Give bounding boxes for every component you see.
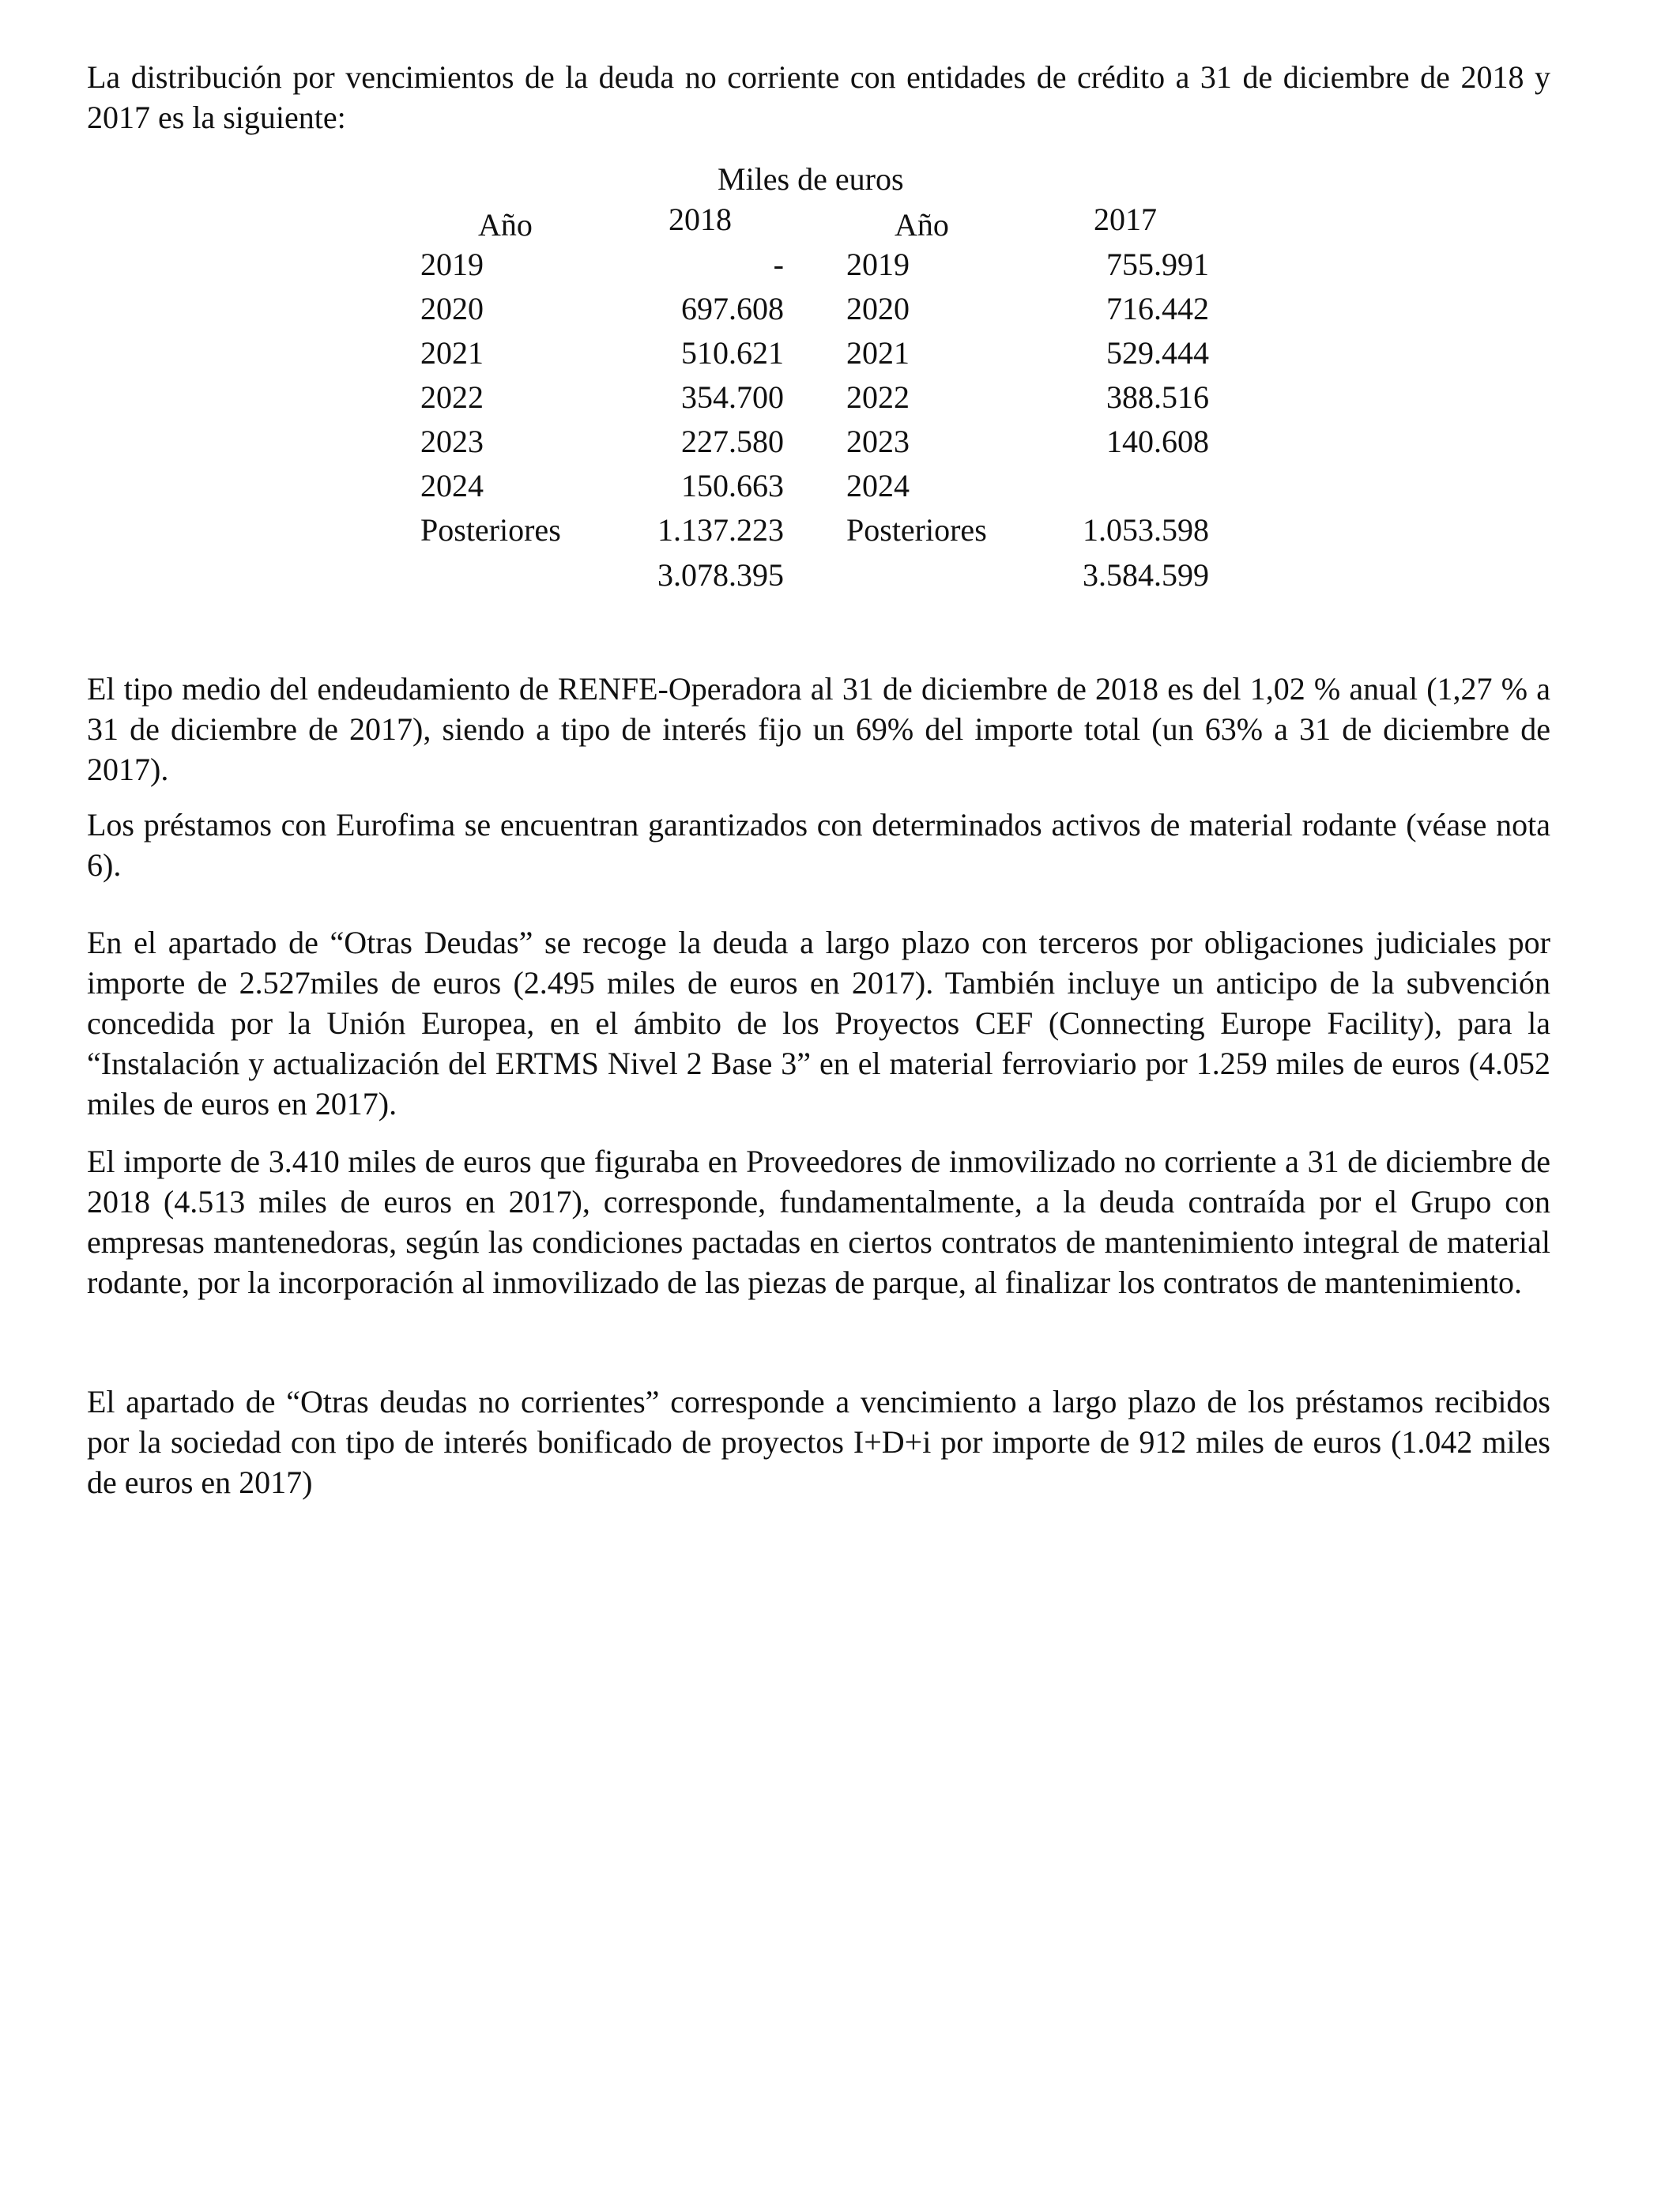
table-cell-value-2017: 755.991 bbox=[1106, 247, 1209, 282]
table-cell-value-2018: 510.621 bbox=[681, 335, 784, 371]
table-header-2018: 2018 bbox=[669, 202, 732, 237]
table-cell-value-2018: 227.580 bbox=[681, 424, 784, 459]
table-cell-value-2017: 529.444 bbox=[1106, 335, 1209, 371]
table-cell-year-2018: 2024 bbox=[420, 468, 484, 503]
table-cell-value-2018: 697.608 bbox=[681, 291, 784, 326]
table-cell-year-2018: 2023 bbox=[420, 424, 484, 459]
table-header-year-right: Año bbox=[895, 207, 949, 243]
table-cell-year-2017: 2023 bbox=[846, 424, 910, 459]
table-cell-year-2018: 2021 bbox=[420, 335, 484, 371]
table-cell-year-2017: 2021 bbox=[846, 335, 910, 371]
table-cell-year-2017: 2022 bbox=[846, 379, 910, 415]
table-cell-year-2018: 2020 bbox=[420, 291, 484, 326]
table-cell-year-2017: 2024 bbox=[846, 468, 910, 503]
paragraph-proveedores: El importe de 3.410 miles de euros que figuraba en Proveedores de inmovilizado no corriente a 31 de diciembre de 2018 (4.513 miles de euros en 2017), corresponde, fundamentalmente, a la deuda contraída por el Grupo con empresas mantenedoras, según las condiciones pactadas en ciertos contratos de mantenimiento integral de material rodante, por la incorporación al inmovilizado de las piezas de parque, al finalizar los contratos de mantenimiento. bbox=[87, 1144, 1550, 1300]
table-cell-value-2018: 354.700 bbox=[681, 379, 784, 415]
paragraph-eurofima: Los préstamos con Eurofima se encuentran garantizados con determinados activos de material rodante (véase nota 6). bbox=[87, 807, 1550, 883]
table-cell-year-2018: Posteriores bbox=[420, 512, 561, 548]
intro-paragraph: La distribución por vencimientos de la deuda no corriente con entidades de crédito a 31 de diciembre de 2018 y 2017 es la siguiente: bbox=[87, 59, 1550, 135]
paragraph-otras-no-corrientes: El apartado de “Otras deudas no corrientes” corresponde a vencimiento a largo plazo de los préstamos recibidos por la sociedad con tipo de interés bonificado de proyectos I+D+i por importe de 912 miles de euros (1.042 miles de euros en 2017) bbox=[87, 1384, 1550, 1500]
total-2018: 3.078.395 bbox=[657, 557, 784, 593]
table-header-year-left: Año bbox=[478, 207, 533, 243]
table-header-2017: 2017 bbox=[1094, 202, 1157, 237]
table-cell-value-2017: 716.442 bbox=[1106, 291, 1209, 326]
table-cell-value-2017: 140.608 bbox=[1106, 424, 1209, 459]
table-cell-year-2017: Posteriores bbox=[846, 512, 987, 548]
table-cell-year-2017: 2020 bbox=[846, 291, 910, 326]
table-cell-year-2018: 2019 bbox=[420, 247, 484, 282]
paragraph-otras-deudas: En el apartado de “Otras Deudas” se recoge la deuda a largo plazo con terceros por obligaciones judiciales por importe de 2.527miles de euros (2.495 miles de euros en 2017). También incluye un anticipo de la subvención concedida por la Unión Europea, en el ámbito de los Proyectos CEF (Connecting Europe Facility), para la “Instalación y actualización del ERTMS Nivel 2 Base 3” en el material ferroviario por 1.259 miles de euros (4.052 miles de euros en 2017). bbox=[87, 925, 1550, 1122]
total-2017: 3.584.599 bbox=[1083, 557, 1209, 593]
table-cell-value-2018: - bbox=[773, 247, 784, 282]
table-cell-year-2017: 2019 bbox=[846, 247, 910, 282]
table-cell-value-2018: 150.663 bbox=[681, 468, 784, 503]
table-unit-label: Miles de euros bbox=[718, 161, 904, 197]
paragraph-tipo-medio: El tipo medio del endeudamiento de RENFE-Operadora al 31 de diciembre de 2018 es del 1,02 % anual (1,27 % a 31 de diciembre de 2017), siendo a tipo de interés fijo un 69% del importe total (un 63% a 31 de diciembre de 2017). bbox=[87, 671, 1550, 787]
table-cell-year-2018: 2022 bbox=[420, 379, 484, 415]
table-cell-value-2018: 1.137.223 bbox=[657, 512, 784, 548]
table-cell-value-2017: 1.053.598 bbox=[1083, 512, 1209, 548]
table-cell-value-2017: 388.516 bbox=[1106, 379, 1209, 415]
